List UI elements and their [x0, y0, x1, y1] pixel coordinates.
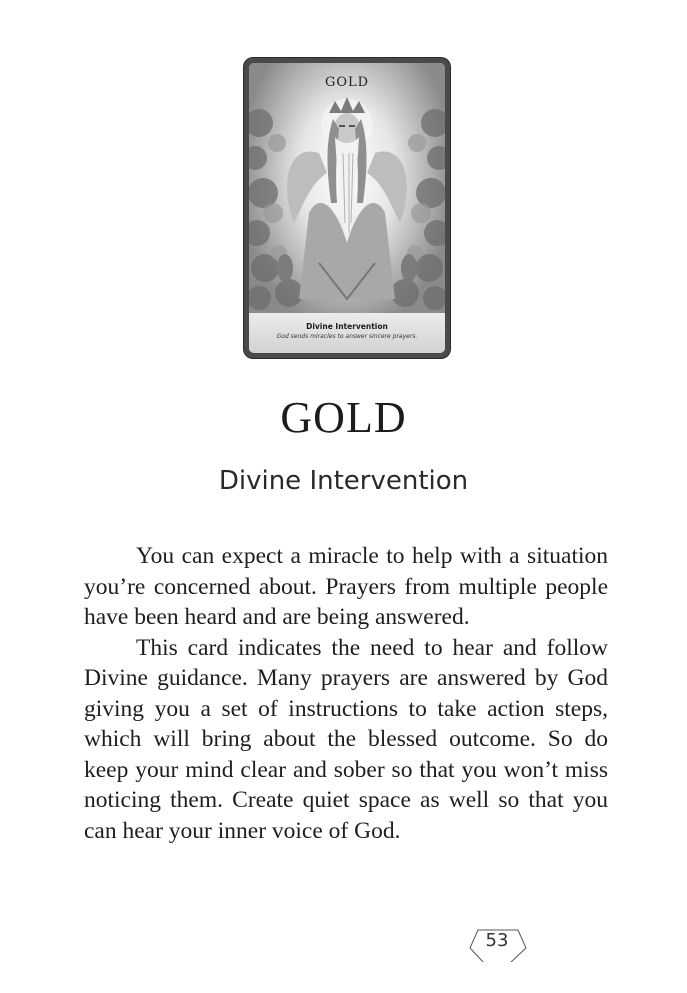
card-title: GOLD	[324, 75, 370, 90]
footer-rule	[84, 922, 608, 962]
page-subtitle: Divine Intervention	[218, 466, 469, 496]
paragraph: You can expect a miracle to help with a situation you’re concerned about. Prayers from multiple people have been heard and are being answered.	[84, 543, 608, 630]
card-face	[249, 63, 445, 353]
paragraph: This card indicates the need to hear and follow Divine guidance. Many prayers are answered by God giving you a set of instructions to take action steps, which will bring about the blessed outcome. So do keep your mind clear and sober so that you won’t miss noticing them. Create quiet space as well so that you can hear your inner voice of God.	[84, 634, 608, 844]
page-number: 53	[485, 930, 509, 951]
card-subcaption: God sends miracles to answer sincere prayers.	[276, 333, 418, 340]
page-title: GOLD	[280, 393, 407, 442]
card-caption: Divine Intervention	[306, 322, 388, 331]
body-text	[84, 541, 608, 846]
card-illustration	[249, 63, 445, 353]
oracle-card-image	[244, 58, 450, 358]
